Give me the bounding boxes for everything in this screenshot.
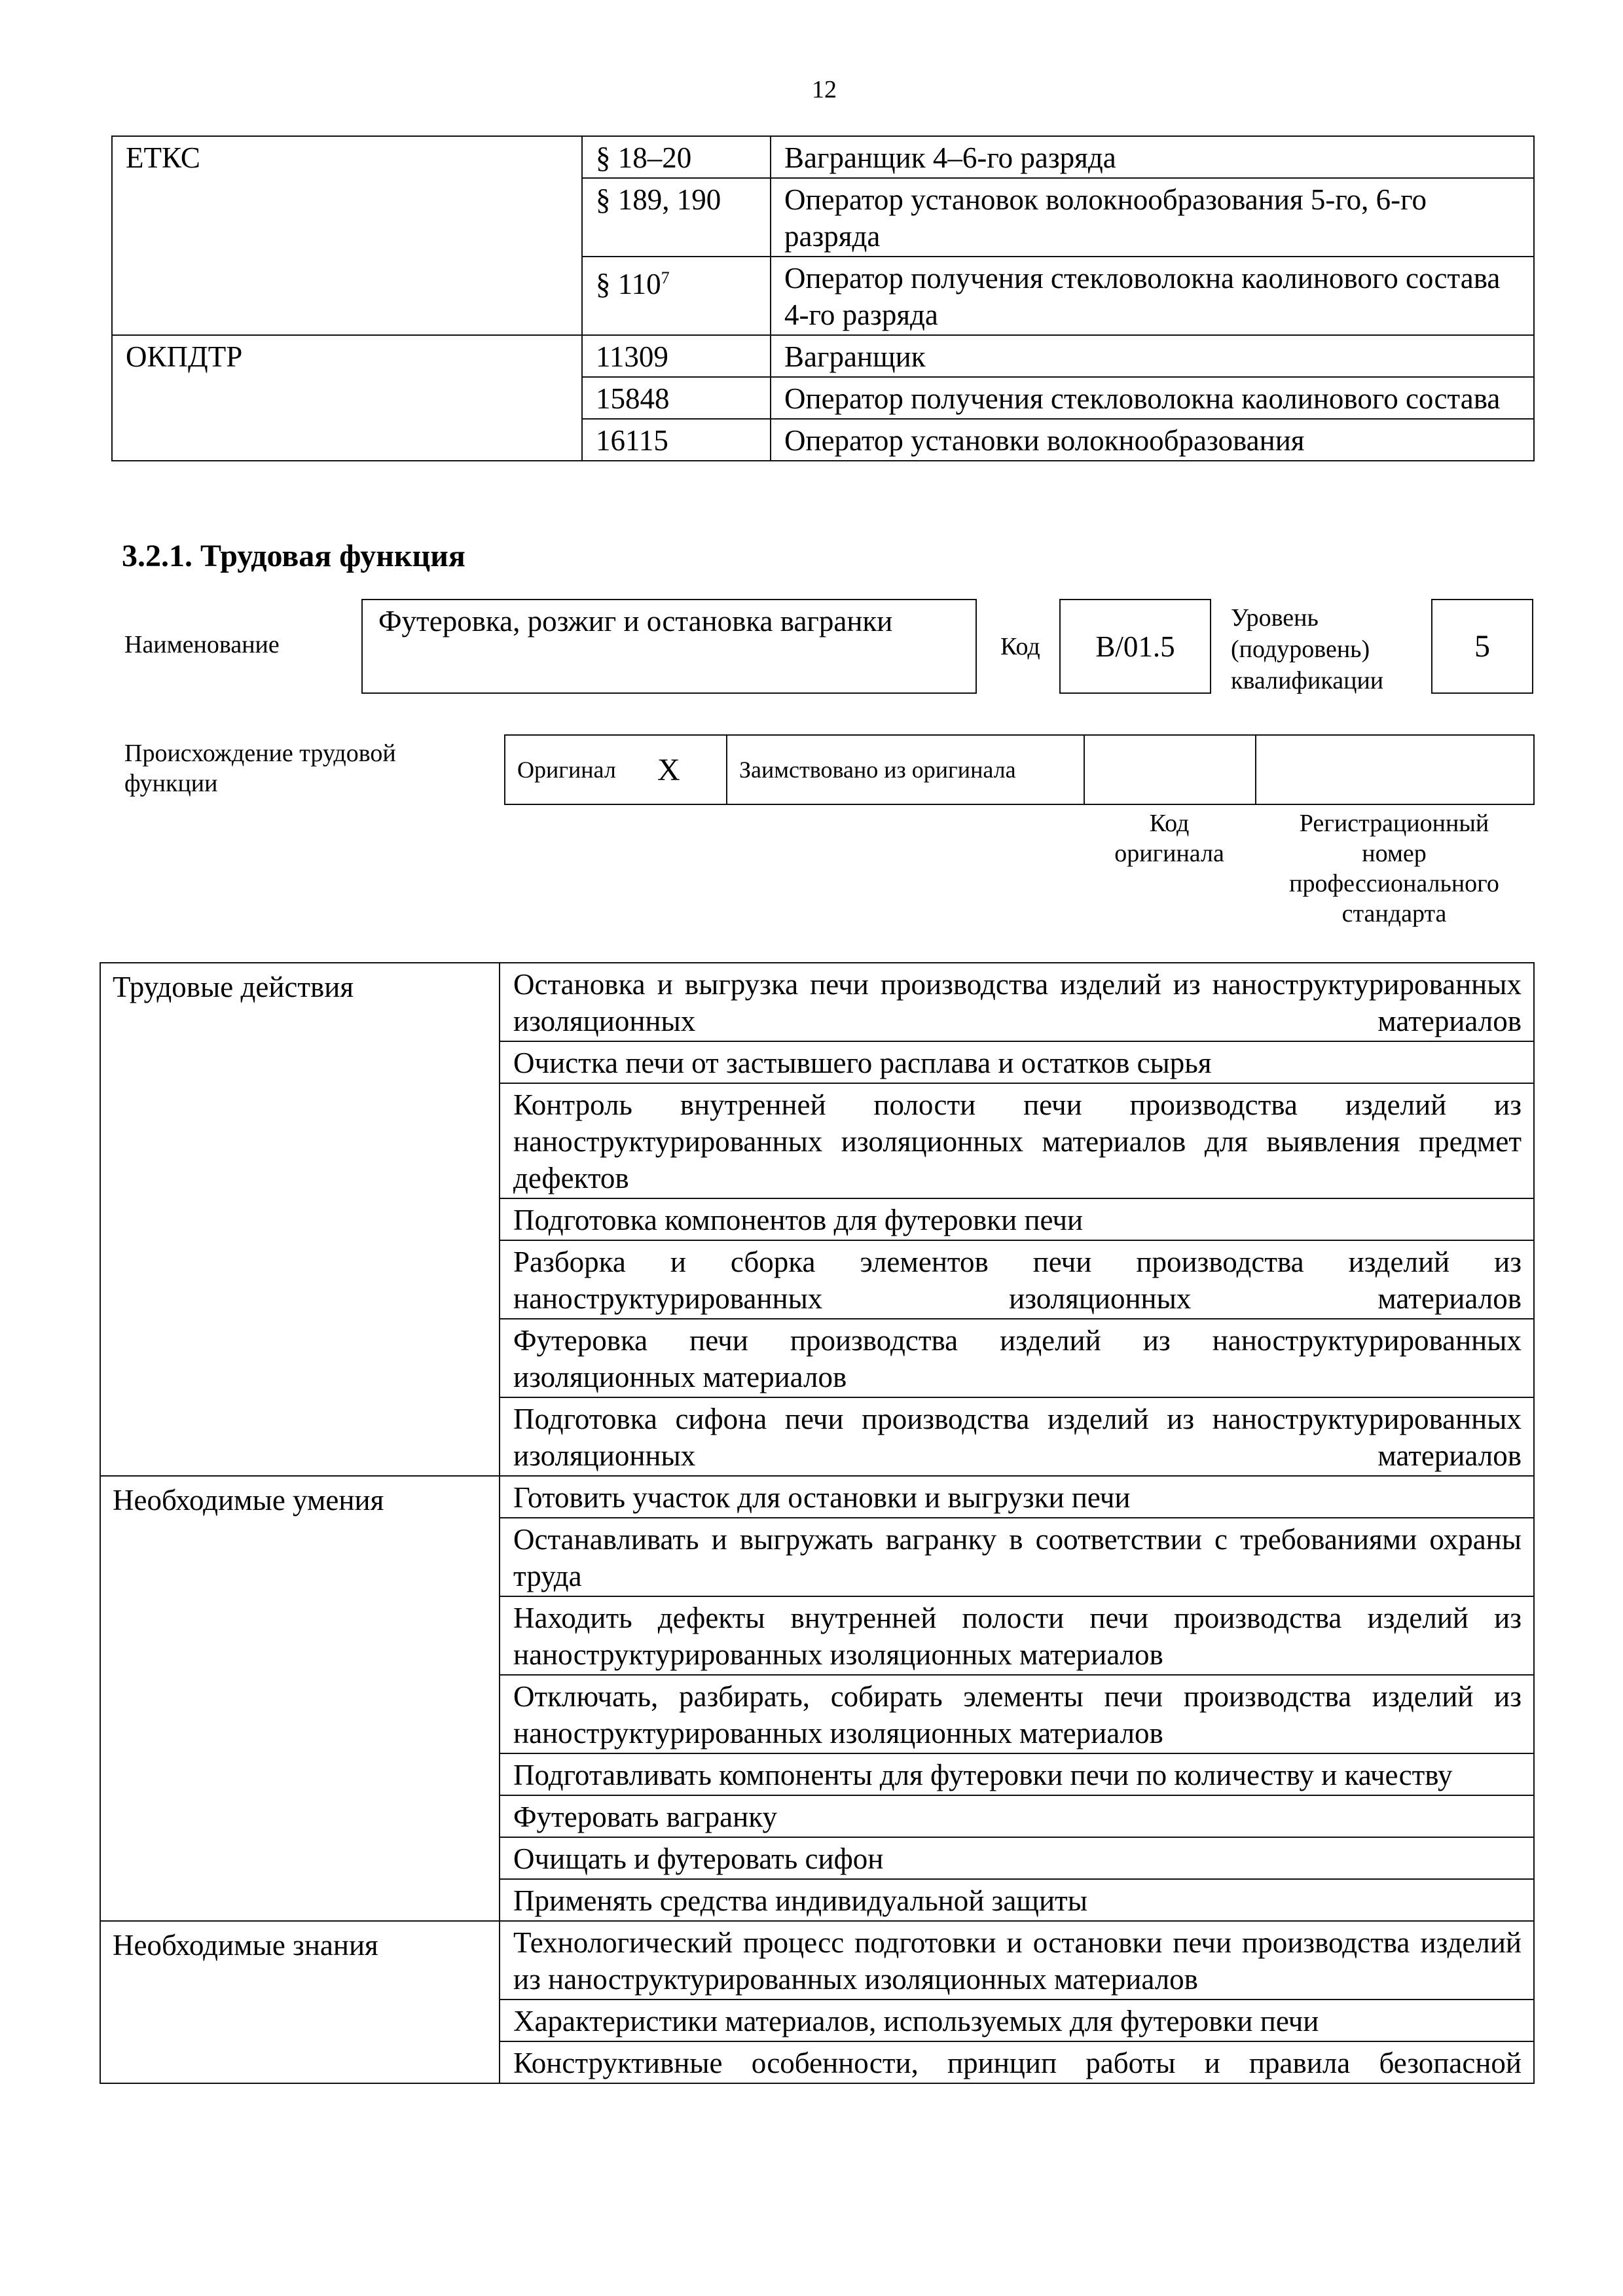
registration-number-cell (1256, 735, 1534, 804)
table-row (505, 735, 1534, 804)
skill-item: Применять средства индивидуальной защиты (500, 1879, 1534, 1921)
ref-name: Оператор установок волокнообразования 5-го, 6-го разряда (771, 178, 1534, 257)
caption-line: Регистрационный (1299, 810, 1489, 837)
knowledge-item: Характеристики материалов, используемых для футеровки печи (500, 2000, 1534, 2041)
skill-item: Отключать, разбирать, собирать элементы печи производства изделий из наноструктурированных изоляционных материалов (500, 1675, 1534, 1753)
caption-line: номер (1362, 840, 1427, 867)
ref-category-okpdtr: ОКПДТР (112, 335, 582, 461)
page-number: 12 (812, 76, 837, 103)
origin-label-line: функции (124, 770, 218, 797)
labor-action-item: Подготовка компонентов для футеровки печи (500, 1198, 1534, 1240)
level-label-line: (подуровень) (1231, 636, 1370, 663)
function-name-box (361, 599, 977, 694)
original-code-caption (1084, 808, 1255, 869)
skill-item: Подготавливать компоненты для футеровки печи по количеству и качеству (500, 1753, 1534, 1795)
ref-name: Оператор получения стекловолокна каолинового состава (771, 377, 1534, 419)
skill-item: Очищать и футеровать сифон (500, 1837, 1534, 1879)
table-row (100, 1921, 1534, 2000)
skill-item: Останавливать и выгружать вагранку в соответствии с требованиями охраны труда (500, 1518, 1534, 1596)
ref-category-etks: ЕТКС (112, 136, 582, 335)
ref-code-superscript: 7 (661, 268, 670, 287)
ref-code-text: § 110 (596, 268, 661, 300)
ref-code: § 18–20 (582, 136, 771, 178)
labor-actions-label: Трудовые действия (100, 963, 500, 1476)
level-box (1431, 599, 1533, 694)
function-code: B/01.5 (1095, 630, 1175, 663)
level-value: 5 (1474, 629, 1490, 664)
ref-name: Оператор установки волокнообразования (771, 419, 1534, 461)
level-label-line: квалификации (1231, 667, 1384, 694)
function-content-table (100, 962, 1535, 2084)
level-label (1231, 602, 1383, 696)
skill-item: Футеровать вагранку (500, 1795, 1534, 1837)
table-row (112, 136, 1534, 178)
original-mark: X (646, 735, 727, 804)
name-label: Наименование (124, 631, 280, 658)
caption-line: оригинала (1114, 840, 1224, 867)
caption-line: профессионального (1289, 870, 1499, 897)
labor-action-item: Разборка и сборка элементов печи производства изделий из наноструктурированных изоляционных материалов (500, 1240, 1534, 1319)
skill-item: Находить дефекты внутренней полости печи производства изделий из наноструктурированных изоляционных материалов (500, 1596, 1534, 1675)
code-label: Код (1000, 633, 1040, 660)
original-label: Оригинал (505, 735, 646, 804)
origin-table (504, 734, 1535, 805)
labor-action-item: Подготовка сифона печи производства изделий из наноструктурированных изоляционных материалов (500, 1397, 1534, 1476)
knowledge-item: Конструктивные особенности, принцип работы и правила безопасной (500, 2041, 1534, 2083)
registration-caption (1255, 808, 1533, 929)
knowledge-label: Необходимые знания (100, 1921, 500, 2083)
labor-action-item: Футеровка печи производства изделий из наноструктурированных изоляционных материалов (500, 1319, 1534, 1397)
skill-item: Готовить участок для остановки и выгрузки печи (500, 1476, 1534, 1518)
ref-code: 11309 (582, 335, 771, 377)
ref-name: Вагранщик (771, 335, 1534, 377)
section-title: 3.2.1. Трудовая функция (122, 539, 465, 573)
knowledge-item: Технологический процесс подготовки и остановки печи производства изделий из наноструктурированных изоляционных материалов (500, 1921, 1534, 2000)
table-row (100, 963, 1534, 1041)
ref-code: § 189, 190 (582, 178, 771, 257)
caption-line: стандарта (1341, 900, 1447, 927)
ref-name: Вагранщик 4–6-го разряда (771, 136, 1534, 178)
ref-code: 15848 (582, 377, 771, 419)
function-code-box (1059, 599, 1211, 694)
origin-label (124, 738, 396, 798)
ref-code (582, 257, 771, 335)
table-row (100, 1476, 1534, 1518)
reference-table (111, 135, 1535, 461)
skills-label: Необходимые умения (100, 1476, 500, 1921)
table-row (112, 335, 1534, 377)
caption-line: Код (1149, 810, 1190, 837)
labor-action-item: Очистка печи от застывшего расплава и остатков сырья (500, 1041, 1534, 1083)
original-code-cell (1084, 735, 1256, 804)
level-label-line: Уровень (1231, 604, 1319, 632)
labor-action-item: Остановка и выгрузка печи производства изделий из наноструктурированных изоляционных материалов (500, 963, 1534, 1041)
ref-code: 16115 (582, 419, 771, 461)
ref-name: Оператор получения стекловолокна каолинового состава 4-го разряда (771, 257, 1534, 335)
origin-label-line: Происхождение трудовой (124, 740, 396, 767)
function-name: Футеровка, розжиг и остановка вагранки (378, 605, 893, 637)
labor-action-item: Контроль внутренней полости печи производства изделий из наноструктурированных изоляционных материалов для выявления предмет дефектов (500, 1083, 1534, 1198)
borrowed-label: Заимствовано из оригинала (727, 735, 1084, 804)
